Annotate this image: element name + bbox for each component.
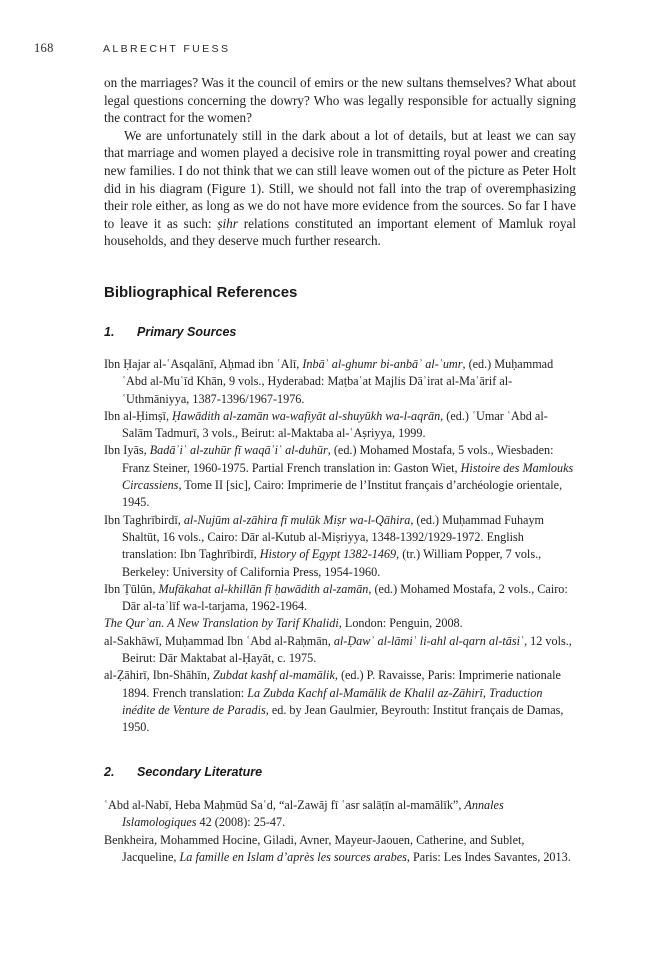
reference-entry: al-Sakhāwī, Muḥammad Ibn ʿAbd al-Raḥmān, al-Ḍawʾ al-lāmiʿ li-ahl al-qarn al-tāsiʿ, 12 vols., Beirut: Dār Maktabat al-Ḥayāt, c. 1975. [104,633,572,666]
subsection-heading-primary [104,325,236,339]
page-number: 168 [34,41,54,55]
section-heading: Bibliographical References [104,284,298,301]
ref-title-secondary: Histoire des Mamlouks Circassiens [122,460,574,493]
ref-title: Inbāʾ al-ghumr bi-anbāʾ al-ʿumr [302,357,463,371]
ref-title: Annales Islamologiques [122,798,504,830]
subsection-title: Primary Sources [137,325,237,339]
reference-entry: Ibn Ṭūlūn, Mufākahat al-khillān fī ḥawādith al-zamān, (ed.) Mohamed Mostafa, 2 vols., Cairo: Dār al-taʾlīf wa-l-tarjama, 1962-1964. [104,581,568,614]
paragraph-text-b: relations constituted an important element of Mamluk royal households, and they deserve much further research. [104,215,576,249]
ref-title: The Qurʾan. A New Translation by Tarif Khalidi [104,616,339,631]
subsection-number: 1. [104,325,115,339]
ref-title: al-Ḍawʾ al-lāmiʿ li-ahl al-qarn al-tāsiʿ [333,633,525,648]
ref-title-secondary: La Zubda Kachf al-Mamālik de Khalil az-Zāhirī, Traduction inédite de Venture de Paradis [122,685,543,717]
ref-title: Ḥawādith al-zamān wa-wafiyāt al-shuyūkh wa-l-aqrān [172,408,441,423]
reference-entry: The Qurʾan. A New Translation by Tarif Khalidi, London: Penguin, 2008. [104,616,463,631]
reference-entry: Ibn al-Ḥimṣī, Ḥawādith al-zamān wa-wafiyāt al-shuyūkh wa-l-aqrān, (ed.) ʿUmar ʿAbd al-Salām Tadmurī, 3 vols., Beirut: al-Maktaba al-ʿAṣriyya, 1999. [104,408,548,441]
ref-title: La famille en Islam d’après les sources arabes [179,849,407,864]
paragraph-continued: on the marriages? Was it the council of emirs or the new sultans themselves? What about legal questions concerning the dowry? Who was legally responsible for actually signing the contract for the women? [104,75,576,126]
body-text [104,74,576,250]
paragraph-conclusion [104,127,576,250]
ref-title: Mufākahat al-khillān fī ḥawādith al-zamān [158,581,369,596]
running-author: ALBRECHT FUESS [103,43,231,55]
secondary-literature-list [104,797,574,866]
ref-title-secondary: History of Egypt 1382-1469 [259,547,397,562]
running-head [34,41,230,56]
subsection-title: Secondary Literature [137,765,263,779]
reference-entry: Benkheira, Mohammed Hocine, Giladi, Avner, Mayeur-Jaouen, Catherine, and Sublet, Jacqueline, La famille en Islam d’après les sources arabes, Paris: Les Indes Savantes, 2013. [104,832,571,864]
ref-title: Badāʾiʿ al-zuhūr fī waqāʾiʿ al-duhūr [149,443,328,458]
reference-entry: ʿAbd al-Nabī, Heba Maḥmūd Saʿd, “al-Zawāj fī ʿasr salāṭīn al-mamālīk”, Annales Islamologiques 42 (2008): 25-47. [104,798,504,830]
ref-title: Zubdat kashf al-mamālik [212,668,335,683]
subsection-heading-secondary [104,765,262,779]
reference-entry: Ibn Iyās, Badāʾiʿ al-zuhūr fī waqāʾiʿ al-duhūr, (ed.) Mohamed Mostafa, 5 vols., Wiesbaden: Franz Steiner, 1960-1975. Partial French translation in: Gaston Wiet, Histoire des Mamlouks Circassiens, Tome II [sic], Cairo: Imprimerie de l’Institut français d’archéologie orientale, 1945. [104,443,574,510]
paragraph-text-a: We are unfortunately still in the dark about a lot of details, but at least we can say that marriage and women played a decisive role in transmitting royal power and creating new families. I do not think that we can still leave women out of the picture as Peter Holt did in his diagram (Figure 1). Still, we should not fall into the trap of overemphasizing their role either, as long as we do not have more evidence from the sources. So far I have to leave it as such: [104,127,576,231]
subsection-number: 2. [104,765,115,779]
primary-sources-list [104,356,574,737]
reference-entry: Ibn Taghrībirdī, al-Nujūm al-zāhira fī mulūk Miṣr wa-l-Qāhira, (ed.) Muḥammad Fuhaym Shaltūt, 16 vols., Cairo: Dār al-Kutub al-Miṣriyya, 1348-1392/1929-1972. English translation: Ibn Taghrībirdī, History of Egypt 1382-1469, (tr.) William Popper, 7 vols., Berkeley: University of California Press, 1954-1960. [104,512,545,579]
reference-entry: al-Ẓāhirī, Ibn-Shāhīn, Zubdat kashf al-mamālik, (ed.) P. Ravaisse, Paris: Imprimerie nationale 1894. French translation: La Zubda Kachf al-Mamālik de Khalil az-Zāhirī, Traduction inédite de Venture de Paradis, ed. by Jean Gaulmier, Beyrouth: Institut français de Damas, 1950. [104,668,564,735]
ref-title: al-Nujūm al-zāhira fī mulūk Miṣr wa-l-Qāhira [183,512,411,527]
term-sihr: ṣihr [217,215,238,231]
reference-entry: Ibn Ḥajar al-ʿAsqalānī, Aḥmad ibn ʿAlī, Inbāʾ al-ghumr bi-anbāʾ al-ʿumr, (ed.) Muḥammad ʿAbd al-Muʿīd Khān, 9 vols., Hyderabad: Maṭbaʿat Majlis Dāʾirat al-Maʿārif al-ʿUthmāniyya, 1387-1396/1967-1976. [104,357,554,406]
